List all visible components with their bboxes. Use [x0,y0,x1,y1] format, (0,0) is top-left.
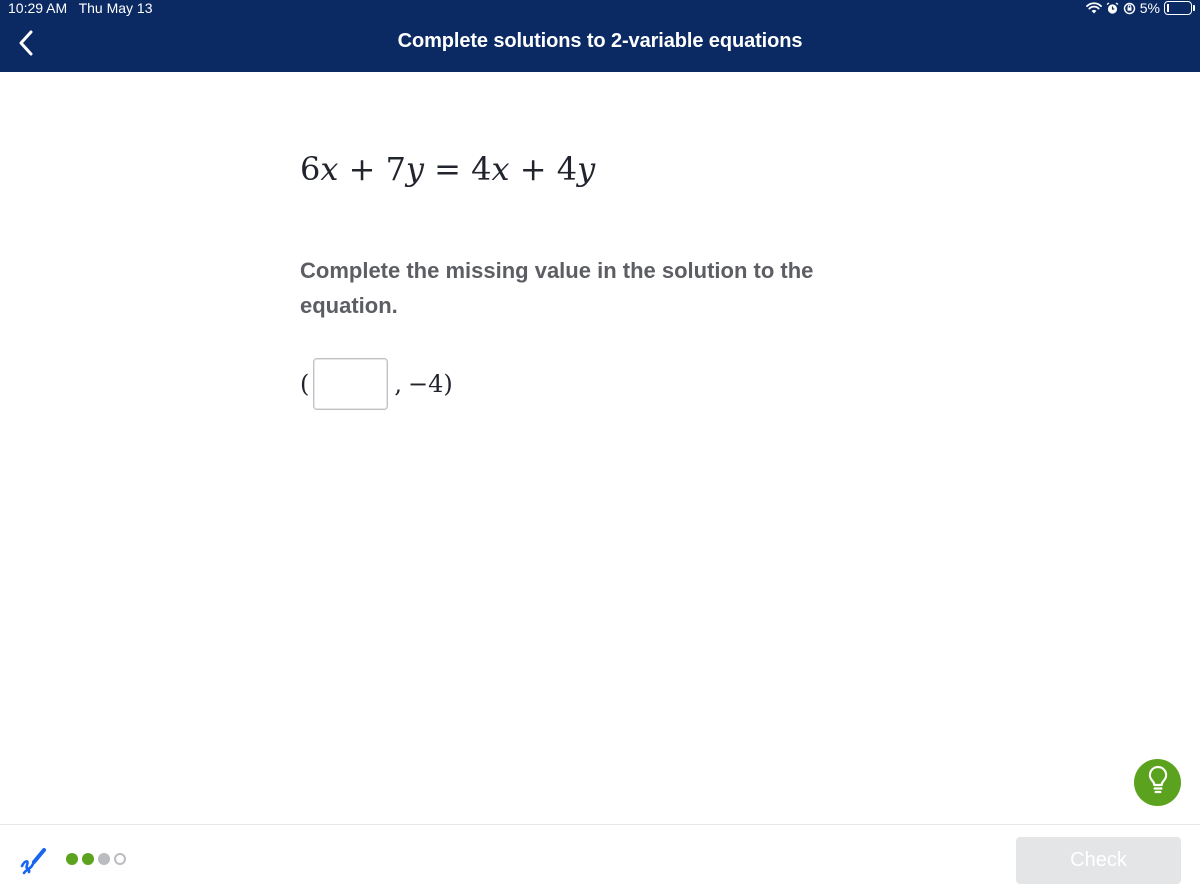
status-indicators [1086,0,1192,16]
scratchpad-pen-icon[interactable] [18,846,48,876]
question-prompt: Complete the missing value in the solution to the equation. [300,258,814,318]
plus-sign: + [348,150,376,188]
lhs-x-variable: x [320,150,339,188]
rhs-x-variable: x [491,150,510,188]
lightbulb-icon [1147,765,1169,800]
equals-sign: = [434,150,461,188]
lhs-x-coefficient: 6 [300,150,321,188]
header-bar [0,0,1200,72]
x-value-input[interactable] [313,358,388,410]
alarm-icon [1106,2,1119,15]
rhs-y-coefficient: 4 [556,150,578,188]
progress-dot [66,853,78,865]
battery-icon [1164,1,1192,15]
answer-ordered-pair [300,358,453,410]
y-value: −4 [408,370,444,398]
status-date: Thu May 13 [78,0,153,16]
rhs-x-coefficient: 4 [471,150,492,188]
plus-sign: + [519,150,547,188]
battery-percent: 5% [1139,0,1160,16]
open-paren: ( [300,370,310,398]
lhs-y-coefficient: 7 [385,150,406,188]
close-paren: ) [443,370,453,398]
comma-separator: , [394,370,403,398]
equation [300,150,595,188]
progress-indicator [66,853,126,865]
progress-dot [114,853,126,865]
wifi-icon [1086,2,1102,14]
rhs-y-variable: y [577,150,596,188]
footer-divider [0,824,1200,825]
progress-dot [82,853,94,865]
status-time [8,0,153,16]
hint-button[interactable] [1134,759,1181,806]
rotation-lock-icon [1123,2,1136,15]
lhs-y-variable: y [405,150,424,188]
status-clock: 10:29 AM [8,0,68,16]
page-title: Complete solutions to 2-variable equations [397,30,803,52]
check-button[interactable]: Check [1016,837,1181,884]
progress-dot [98,853,110,865]
